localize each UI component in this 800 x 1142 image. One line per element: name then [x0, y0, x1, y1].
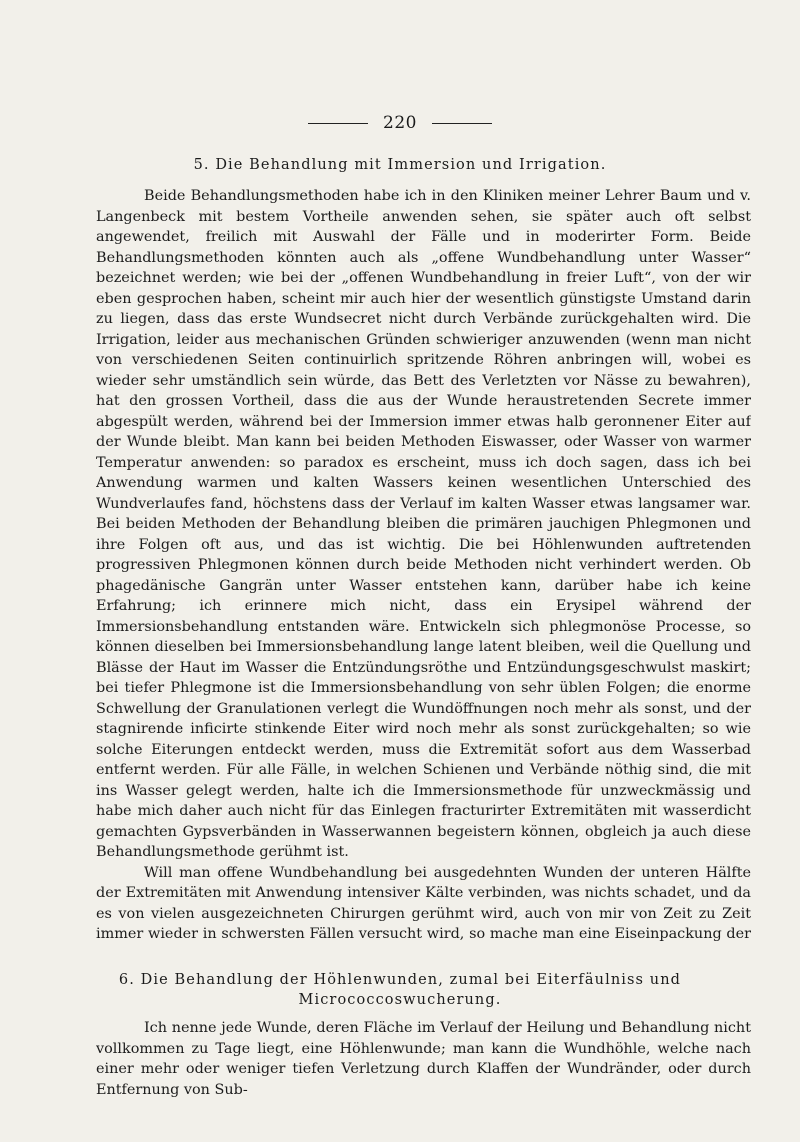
paragraph: Will man offene Wundbehandlung bei ausgedehnten Wunden der unteren Hälfte der Extremitäten mit Anwendung intensiver Kälte verbinden, was nichts schadet, und da es von vielen ausgezeichneten Chirurgen gerühmt wird, auch von mir von Zeit zu Zeit immer wieder in schwersten Fällen versucht wird, so mache man eine Eiseinpackung der — [96, 864, 751, 942]
section-5-heading: 5. Die Behandlung mit Immersion und Irrigation. — [193, 157, 607, 173]
paragraph: Beide Behandlungsmethoden habe ich in den Kliniken meiner Lehrer Baum und v. Langenbeck mit bestem Vortheile anwenden sehen, sie später auch oft selbst angewendet, freilich mit Auswahl der Fälle und in moderirter Form. Beide Behandlungsmethoden könnten auch als „offene Wundbehandlung unter Wasser“ bezeichnet werden; wie bei der „offenen Wundbehandlung in freier Luft“, von der wir eben gesprochen haben, scheint mir auch hier der wesentlich günstigste Umstand darin zu liegen, dass das erste Wundsecret nicht durch Verbände zurückgehalten wird. Die Irrigation, leider aus mechanischen Gründen schwieriger anzuwenden (wenn man nicht von verschiedenen Seiten continuirlich spritzende Röhren anbringen will, wobei es wieder sehr umständlich sein würde, das Bett des Verletzten vor Nässe zu bewahren), hat den grossen Vortheil, dass die aus der Wunde heraustretenden Secrete immer abgespült werden, während bei der Immersion immer etwas halb geronnener Eiter auf der Wunde bleibt. Man kann bei beiden Methoden Eiswasser, oder Wasser von warmer Temperatur anwenden: so paradox es erscheint, muss ich doch sagen, dass ich bei Anwendung warmen und kalten Wassers keinen wesentlichen Unterschied des Wundverlaufes fand, höchstens dass der Verlauf im kalten Wasser etwas langsamer war. Bei beiden Methoden der Behandlung bleiben die primären jauchigen Phlegmonen und ihre Folgen oft aus, und das ist wichtig. Die bei Höhlenwunden auftretenden progressiven Phlegmonen können durch beide Methoden nicht verhindert werden. Ob phagedänische Gangrän unter Wasser entstehen kann, darüber habe ich keine Erfahrung; ich erinnere mich nicht, dass ein Erysipel während der Immersionsbehandlung entstanden wäre. Entwickeln sich phlegmonöse Processe, so können dieselben bei Immersionsbehandlung lange latent bleiben, weil die Quellung und Blässe der Haut im Wasser die Entzündungsröthe und Entzündungsgeschwulst maskirt; bei tiefer Phlegmone ist die Immersionsbehandlung von sehr üblen Folgen; die enorme Schwellung der Granulationen verlegt die Wundöffnungen noch mehr als sonst, und der stagnirende inficirte stinkende Eiter wird noch mehr als sonst zurückgehalten; so wie solche Eiterungen entdeckt werden, muss die Extremität sofort aus dem Wasserbad entfernt werden. Für alle Fälle, in welchen Schienen und Verbände nöthig sind, die mit ins Wasser gelegt werden, halte ich die Immersionsmethode für unzweckmässig und habe mich daher auch nicht für das Einlegen fracturirter Extremitäten mit wasserdicht gemachten Gypsverbänden in Wasserwannen begeistern können, obgleich ja auch diese Behandlungsmethode gerühmt ist. — [96, 188, 751, 860]
paragraph: Ich nenne jede Wunde, deren Fläche im Verlauf der Heilung und Behandlung nicht vollkommen zu Tage liegt, eine Höhlenwunde; man kann die Wundhöhle, welche nach einer mehr oder weniger tiefen Verletzung durch Klaffen der Wundränder, oder durch Entfernung von Sub- — [96, 1020, 751, 1098]
section-6-body — [96, 1018, 751, 1128]
header-rule-right — [432, 123, 492, 124]
header-rule-left — [308, 123, 368, 124]
section-6-heading: 6. Die Behandlung der Höhlenwunden, zumal bei Eiterfäulniss und Micrococcoswucherung. — [118, 972, 682, 1008]
page-number: 220 — [383, 113, 417, 133]
page-header — [0, 113, 800, 133]
section-5-body — [96, 186, 751, 946]
